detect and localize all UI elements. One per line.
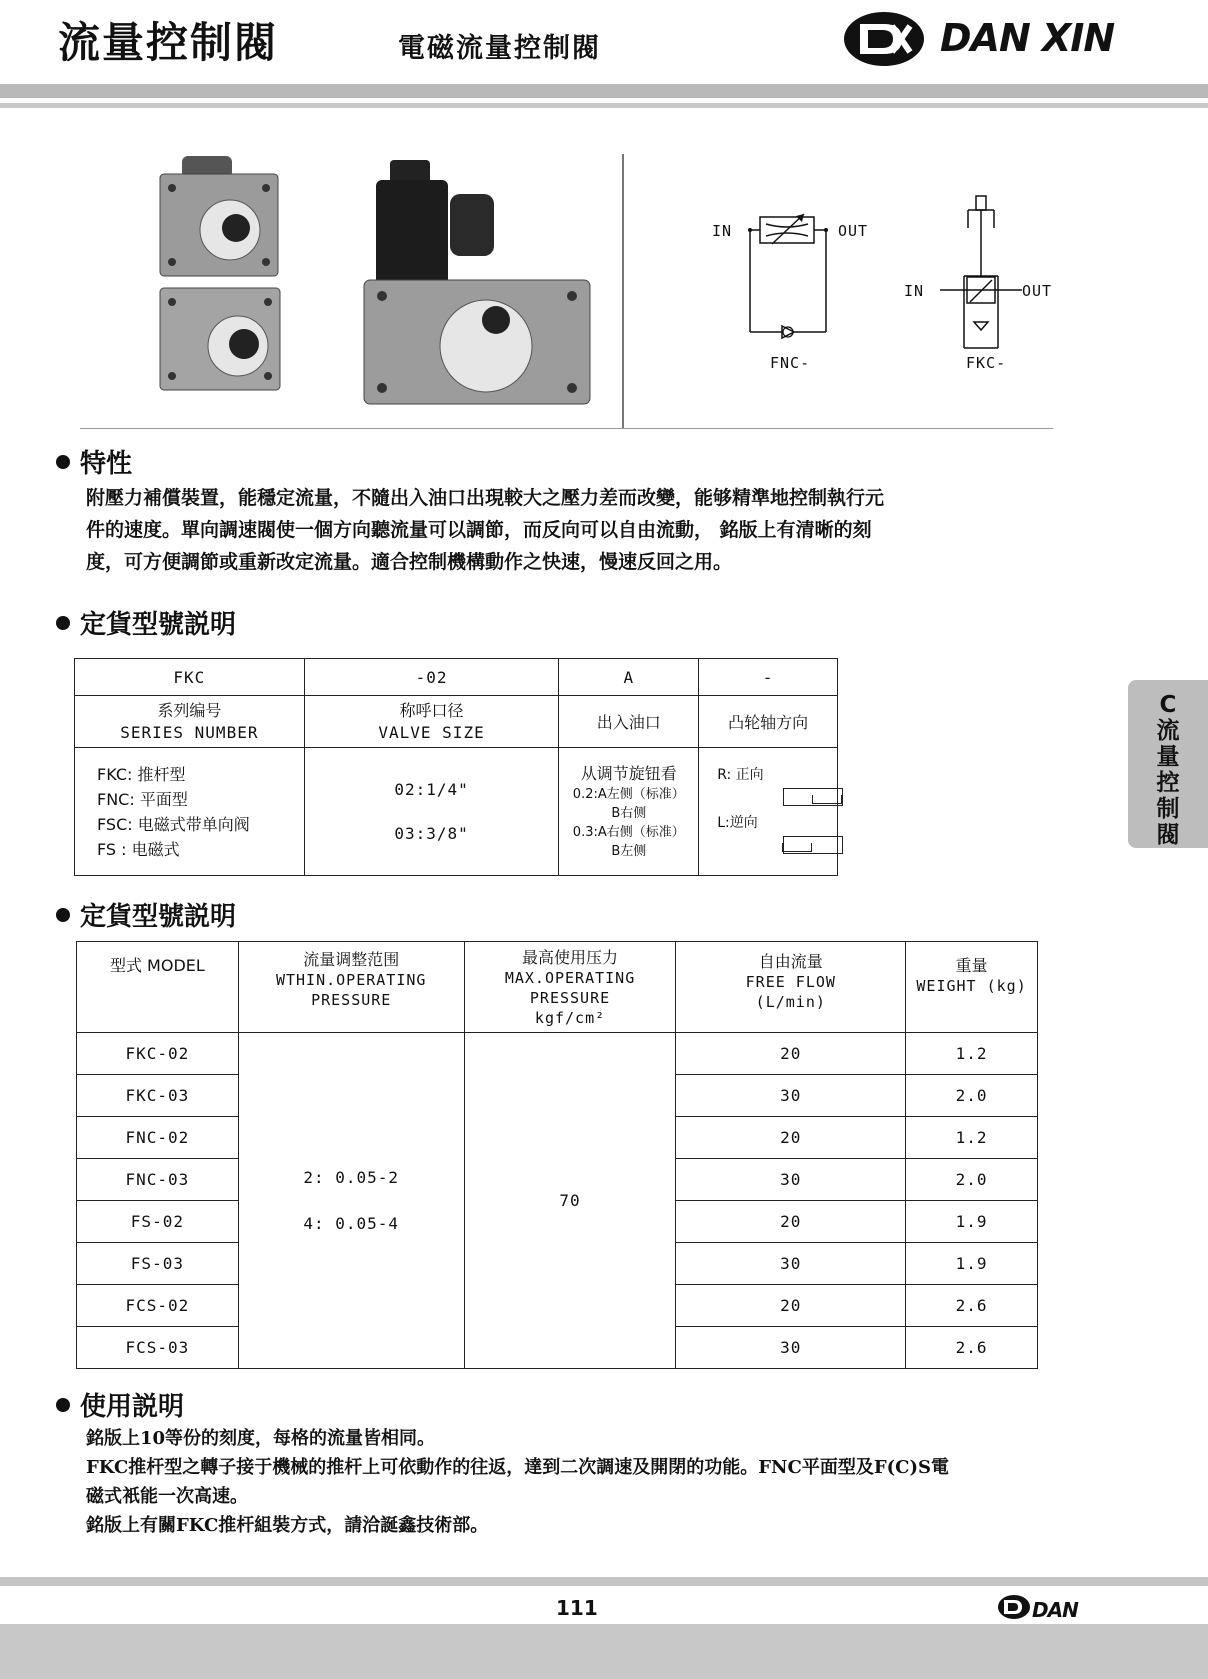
model-cell: FNC-02 (77, 1117, 239, 1159)
weight-cell: 1.2 (906, 1033, 1038, 1075)
spec-heading: 定貨型號説明 (56, 896, 236, 933)
size-item: 03:3/8" (394, 823, 469, 843)
footer-logo (996, 1592, 1116, 1626)
usage-heading: 使用説明 (56, 1386, 184, 1423)
order-heading: 定貨型號説明 (56, 604, 236, 641)
model-cell: FKC-02 (77, 1033, 239, 1075)
hydraulic-symbols (700, 180, 1080, 390)
fkc-caption: FKC- (966, 354, 1007, 372)
page-title: 流量控制閥 (58, 18, 279, 67)
table-row (77, 1033, 1038, 1075)
fnc-out-label: OUT (838, 222, 869, 240)
footer-band (0, 1577, 1208, 1586)
valve-photo-fkc (160, 156, 278, 276)
flow-cell: 30 (676, 1243, 906, 1285)
bullet-icon (56, 455, 70, 469)
model-cell: FS-02 (77, 1201, 239, 1243)
order-code-row (75, 659, 838, 696)
footer-logo-text: DAN (1032, 1598, 1078, 1622)
cam-direction (699, 748, 838, 876)
header-band (0, 84, 1208, 98)
model-cell: FKC-03 (77, 1075, 239, 1117)
section-divider (80, 428, 1053, 429)
flow-header: 自由流量 FREE FLOW (L/min) (676, 942, 906, 1033)
side-tab-char: C (1159, 692, 1177, 718)
weight-header: 重量 WEIGHT (kg) (906, 942, 1038, 1033)
flow-cell: 20 (676, 1117, 906, 1159)
pressure-header: 最高使用压力 MAX.OPERATING PRESSURE kgf/cm² (464, 942, 676, 1033)
pressure-cell: 70 (464, 1033, 676, 1369)
series-item: FKC: 推杆型 (97, 764, 186, 784)
weight-cell: 1.9 (906, 1201, 1038, 1243)
bullet-icon (56, 1398, 70, 1412)
usage-line: FKC推杆型之轉子接于機械的推杆上可依動作的往返，達到二次調速及開閉的功能。FNC平面型及F(C)S電 (86, 1457, 949, 1478)
usage-line: 銘版上10等份的刻度，每格的流量皆相同。 (86, 1428, 436, 1449)
page-number: 111 (556, 1596, 598, 1620)
model-cell: FS-03 (77, 1243, 239, 1285)
features-line: 度，可方便調節或重新改定流量。適合控制機構動作之快速，慢速反回之用。 (86, 551, 733, 573)
port-desc: 从调节旋钮看 0.2:A左侧（标准） B右侧 0.3:A右侧（标准） B左侧 (559, 748, 699, 876)
series-item: FS : 电磁式 (97, 839, 180, 859)
range-header: 流量调整范围 WTHIN.OPERATING PRESSURE (238, 942, 464, 1033)
valve-photo-fnc (160, 288, 280, 390)
model-header: 型式 MODEL (77, 942, 239, 1033)
section-side-tab[interactable] (1128, 680, 1208, 848)
cam-left: L:逆向 (717, 812, 833, 860)
photo-divider (622, 154, 624, 428)
valve-size-header: 称呼口径 VALVE SIZE (304, 696, 559, 748)
features-heading: 特性 (56, 443, 132, 480)
flow-cell: 20 (676, 1285, 906, 1327)
range-cell: 2: 0.05-2 4: 0.05-4 (238, 1033, 464, 1369)
usage-text (86, 1424, 949, 1540)
series-item: FNC: 平面型 (97, 789, 188, 809)
weight-cell: 2.0 (906, 1159, 1038, 1201)
features-text (86, 482, 884, 578)
cam-right-icon (783, 788, 843, 806)
size-list (304, 748, 559, 876)
fkc-out-label: OUT (1022, 282, 1053, 300)
weight-cell: 1.2 (906, 1117, 1038, 1159)
cam-right: R: 正向 (717, 764, 833, 812)
weight-cell: 2.6 (906, 1285, 1038, 1327)
spec-table (76, 941, 1038, 1369)
bullet-icon (56, 616, 70, 630)
fkc-in-label: IN (904, 282, 925, 300)
fnc-caption: FNC- (770, 354, 811, 372)
flow-cell: 30 (676, 1075, 906, 1117)
features-line: 附壓力補償裝置，能穩定流量，不隨出入油口出現較大之壓力差而改變，能够精準地控制執行元 (86, 487, 885, 509)
fkc-symbol (904, 196, 1052, 372)
cam-left-icon (783, 836, 843, 854)
footer-band-bottom (0, 1624, 1208, 1679)
flow-cell: 30 (676, 1327, 906, 1369)
port-header: 出入油口 (559, 696, 699, 748)
weight-cell: 2.6 (906, 1327, 1038, 1369)
model-cell: FCS-03 (77, 1327, 239, 1369)
fnc-in-label: IN (712, 222, 733, 240)
code-series: FKC (75, 659, 305, 696)
page-subtitle: 電磁流量控制閥 (398, 33, 601, 64)
model-cell: FCS-02 (77, 1285, 239, 1327)
flow-cell: 30 (676, 1159, 906, 1201)
features-line: 件的速度。單向調速閥使一個方向聽流量可以調節，而反向可以自由流動， 銘版上有清晰的刻 (86, 519, 872, 541)
series-list (75, 748, 305, 876)
footer-logo-mark-icon (996, 1592, 1036, 1622)
header-band-thin (0, 103, 1208, 108)
usage-line: 銘版上有關FKC推杆組裝方式，請洽誕鑫技術部。 (86, 1515, 489, 1536)
flow-cell: 20 (676, 1033, 906, 1075)
side-tab-char: 閥 (1156, 822, 1180, 848)
side-tab-char: 量 (1156, 744, 1180, 770)
product-photos (150, 150, 620, 410)
weight-cell: 2.0 (906, 1075, 1038, 1117)
order-code-table (74, 658, 838, 876)
series-header: 系列编号 SERIES NUMBER (75, 696, 305, 748)
code-cam: - (699, 659, 838, 696)
code-size: -02 (304, 659, 559, 696)
series-item: FSC: 电磁式带单向阀 (97, 814, 250, 834)
side-tab-char: 流 (1156, 718, 1180, 744)
code-port: A (559, 659, 699, 696)
weight-cell: 1.9 (906, 1243, 1038, 1285)
order-header-row (75, 696, 838, 748)
spec-header-row (77, 942, 1038, 1033)
usage-line: 磁式衹能一次高速。 (86, 1486, 248, 1507)
valve-photo-solenoid (364, 160, 590, 404)
bullet-icon (56, 908, 70, 922)
order-detail-row (75, 748, 838, 876)
model-cell: FNC-03 (77, 1159, 239, 1201)
size-item: 02:1/4" (394, 779, 469, 799)
fnc-symbol (712, 214, 868, 372)
side-tab-char: 制 (1156, 796, 1180, 822)
brand-logo-text: DAN XIN (940, 16, 1115, 60)
brand-logo (840, 6, 1160, 68)
page-header (0, 0, 1208, 88)
cam-header: 凸轮轴方向 (699, 696, 838, 748)
flow-cell: 20 (676, 1201, 906, 1243)
side-tab-char: 控 (1156, 770, 1180, 796)
brand-logo-mark-icon (840, 6, 940, 68)
